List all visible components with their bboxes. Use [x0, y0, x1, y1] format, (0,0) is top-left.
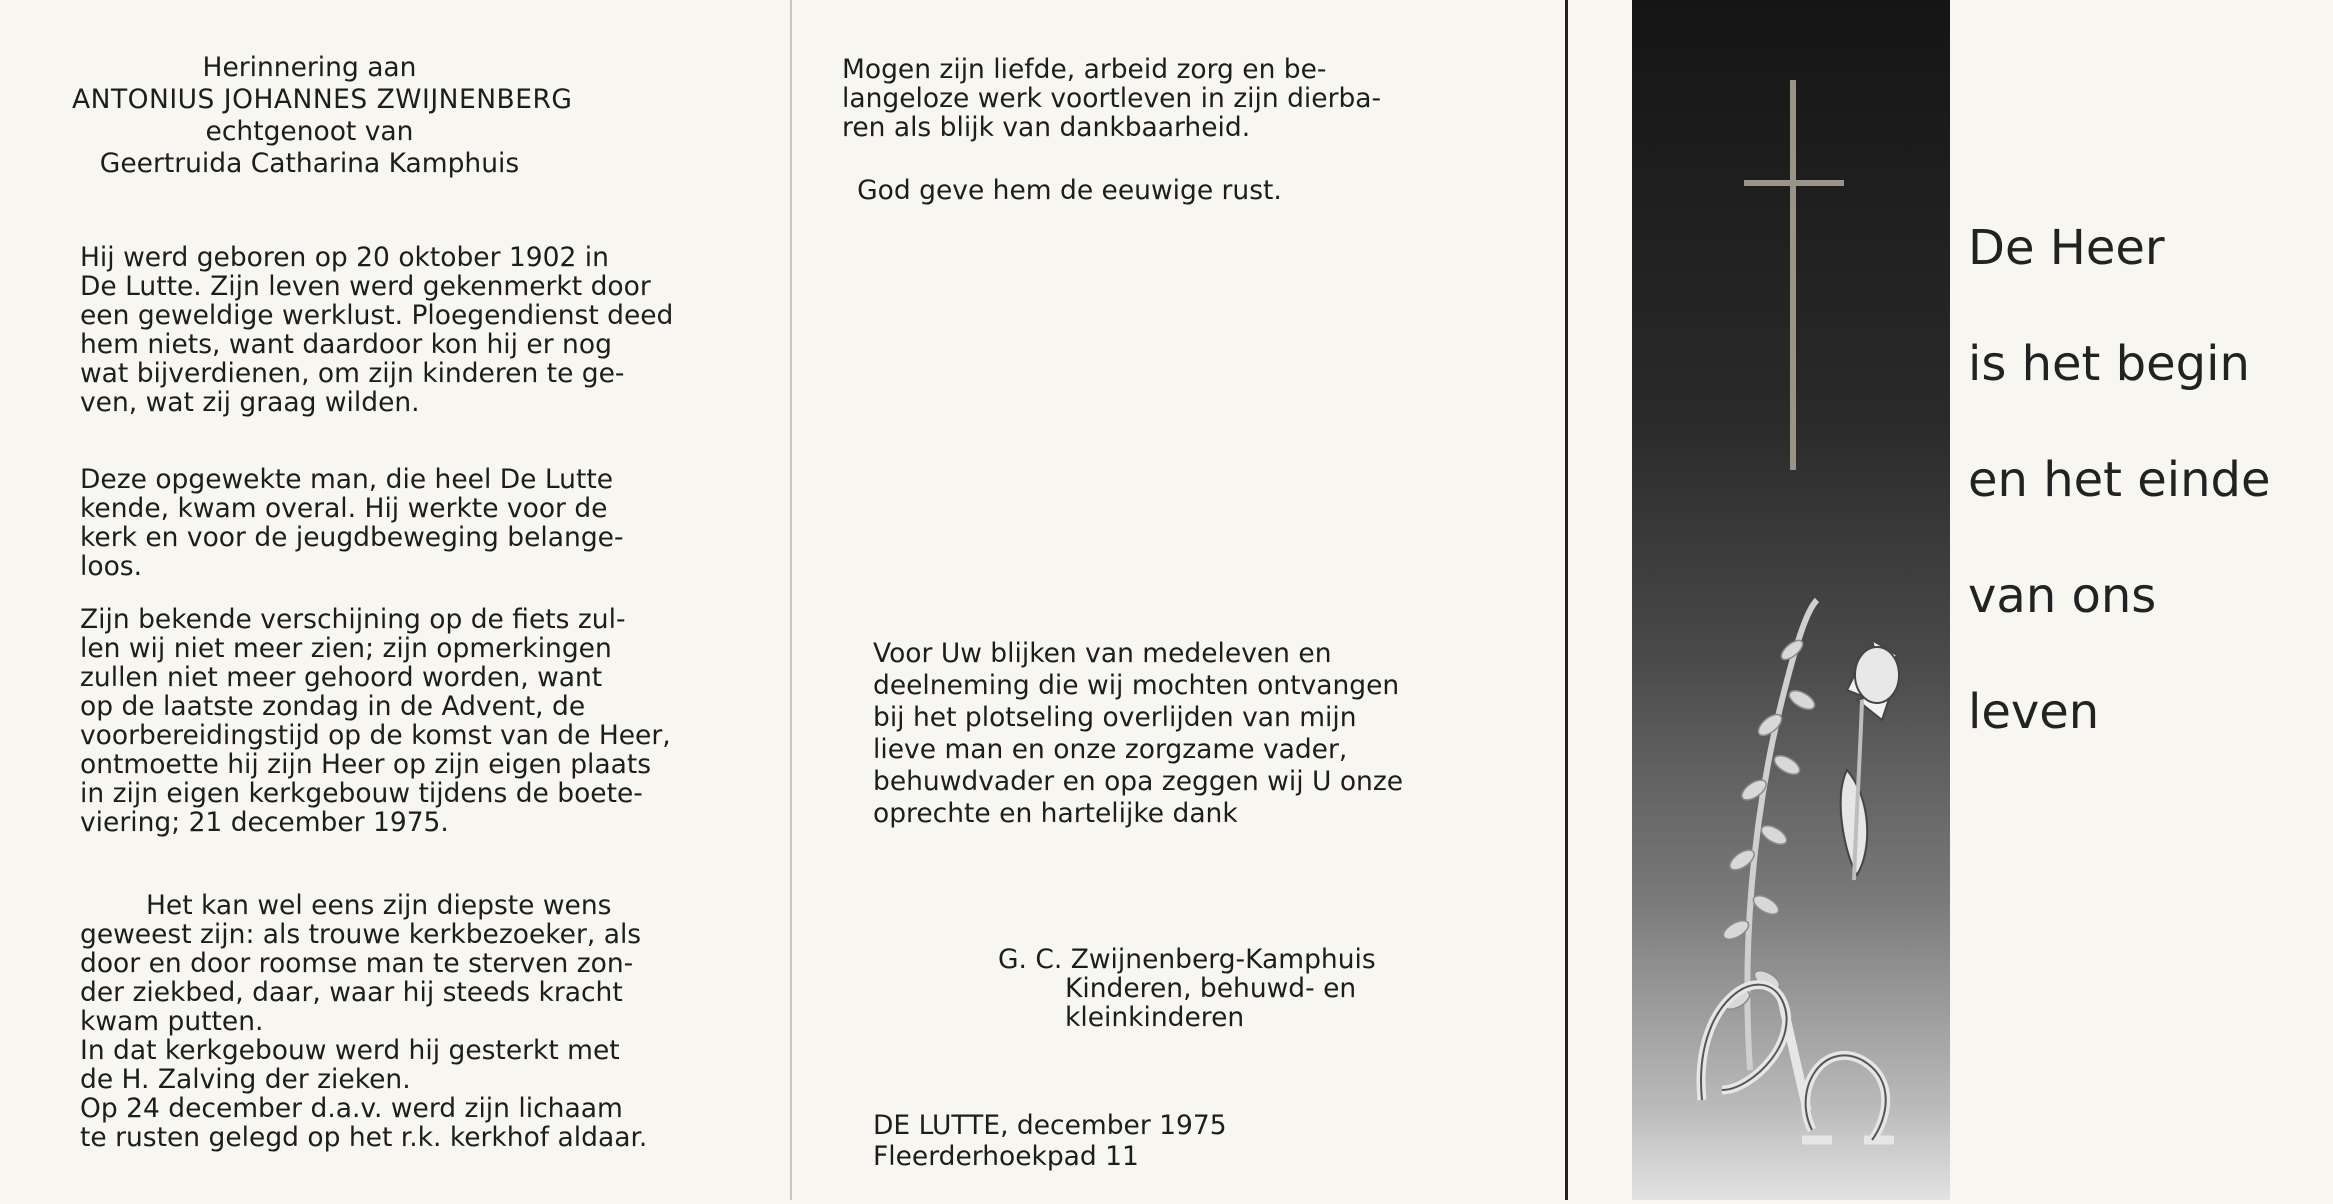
text-line: kwam putten. — [80, 1006, 264, 1037]
legacy-paragraph — [842, 54, 1382, 143]
text-line: bij het plotseling overlijden van mijn — [873, 702, 1357, 733]
text-line: in zijn eigen kerkgebouw tijdens de boete- — [80, 778, 643, 809]
text-line: kende, kwam overal. Hij werkte voor de — [80, 493, 608, 524]
signature-block — [998, 944, 1376, 1033]
text-line: kleinkinderen — [1065, 1002, 1245, 1033]
cross-icon — [1790, 80, 1796, 470]
biography-paragraph-1 — [80, 242, 674, 418]
quote-line: van ons — [1968, 568, 2157, 624]
text-line: deelneming die wij mochten ontvangen — [873, 670, 1400, 701]
deceased-name: ANTONIUS JOHANNES ZWIJNENBERG — [72, 84, 573, 115]
text-line: langeloze werk voortleven in zijn dierba- — [842, 83, 1382, 114]
middle-panel — [790, 0, 1565, 1200]
text-line: op de laatste zondag in de Advent, de — [80, 691, 586, 722]
text-line: ontmoette hij zijn Heer op zijn eigen plaats — [80, 749, 652, 780]
memorial-header — [72, 52, 573, 180]
quote-line: De Heer — [1968, 220, 2165, 276]
text-line: Mogen zijn liefde, arbeid zorg en be- — [842, 54, 1327, 85]
text-line: door en door roomse man te sterven zon- — [80, 948, 634, 979]
scripture-quote — [1968, 190, 2271, 770]
memorial-image-panel — [1632, 0, 1950, 1200]
text-line: Kinderen, behuwd- en — [1065, 973, 1357, 1004]
widow-name: G. C. Zwijnenberg-Kamphuis — [998, 944, 1376, 975]
text-line: Voor Uw blijken van medeleven en — [873, 638, 1332, 669]
text-line: der ziekbed, daar, waar hij steeds kracht — [80, 977, 623, 1008]
quote-line: en het einde — [1968, 452, 2271, 508]
quote-line: is het begin — [1968, 336, 2250, 392]
text-line: len wij niet meer zien; zijn opmerkingen — [80, 633, 612, 664]
prayer-line — [842, 176, 1297, 205]
text-line: Op 24 december d.a.v. werd zijn lichaam — [80, 1093, 623, 1124]
text-line: kerk en voor de jeugdbeweging belange- — [80, 522, 624, 553]
prayer-text: God geve hem de eeuwige rust. — [857, 175, 1282, 206]
cross-lily-illustration — [1632, 0, 1950, 1200]
text-line: voorbereidingstijd op de komst van de Heer, — [80, 720, 671, 751]
biography-paragraph-3 — [80, 604, 671, 838]
text-line: oprechte en hartelijke dank — [873, 798, 1238, 829]
text-line: de H. Zalving der zieken. — [80, 1064, 411, 1095]
text-line: De Lutte. Zijn leven werd gekenmerkt door — [80, 271, 651, 302]
vine-leaves — [1720, 637, 1817, 1013]
header-intro: Herinnering aan — [202, 52, 417, 83]
text-line: ven, wat zij graag wilden. — [80, 387, 420, 418]
place-date — [873, 1110, 1293, 1172]
text-line: loos. — [80, 551, 143, 582]
left-panel — [0, 0, 790, 1200]
text-line: hem niets, want daardoor kon hij er nog — [80, 329, 612, 360]
text-line: geweest zijn: als trouwe kerkbezoeker, als — [80, 919, 642, 950]
text-line: Zijn bekende verschijning op de fiets zul- — [80, 604, 626, 635]
text-line: zullen niet meer gehoord worden, want — [80, 662, 603, 693]
text-line: behuwdvader en opa zeggen wij U onze — [873, 766, 1404, 797]
address-text: Fleerderhoekpad 11 — [873, 1141, 1139, 1172]
spouse-name: Geertruida Catharina Kamphuis — [99, 148, 520, 179]
text-line: een geweldige werklust. Ploegendienst deed — [80, 300, 674, 331]
text-line: te rusten gelegd op het r.k. kerkhof aldaar. — [80, 1122, 648, 1153]
cross-beam — [1744, 180, 1844, 186]
text-line: Het kan wel eens zijn diepste wens — [146, 890, 612, 921]
header-spouse-label: echtgenoot van — [205, 116, 414, 147]
thanks-paragraph — [873, 638, 1404, 830]
place-date-text: DE LUTTE, december 1975 — [873, 1110, 1227, 1141]
text-line: viering; 21 december 1975. — [80, 807, 449, 838]
text-line: In dat kerkgebouw werd hij gesterkt met — [80, 1035, 620, 1066]
lily-flower-icon — [1841, 640, 1899, 875]
text-line: Deze opgewekte man, die heel De Lutte — [80, 464, 614, 495]
text-line: lieve man en onze zorgzame vader, — [873, 734, 1348, 765]
quote-line: leven — [1968, 684, 2100, 740]
fold-line-2 — [1565, 0, 1568, 1200]
text-line: ren als blijk van dankbaarheid. — [842, 112, 1251, 143]
text-line: wat bijverdienen, om zijn kinderen te ge- — [80, 358, 625, 389]
text-line: Hij werd geboren op 20 oktober 1902 in — [80, 242, 609, 273]
biography-paragraph-4 — [80, 890, 648, 1153]
biography-paragraph-2 — [80, 464, 624, 582]
